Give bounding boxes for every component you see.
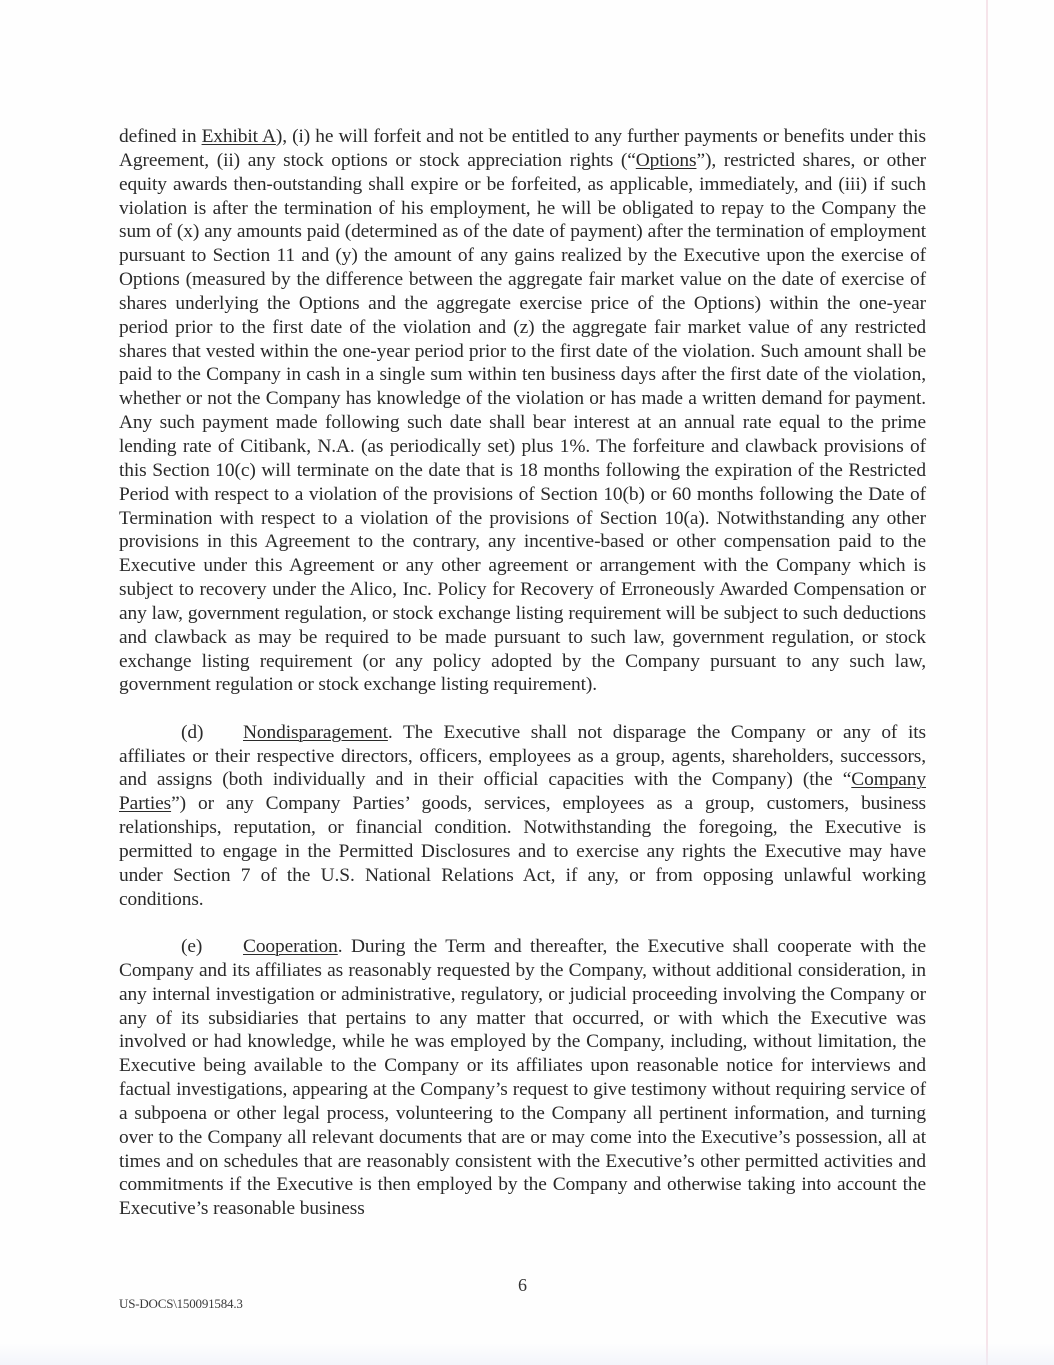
page-edge-line [986,0,988,1365]
section-label-e: (e) [181,936,203,957]
section-label-d: (d) [181,721,204,743]
page-number: 6 [518,1275,527,1295]
paragraph-spacer [119,697,926,721]
paragraph-spacer [119,912,926,936]
defined-term-exhibit-a: Exhibit A [201,126,276,147]
text-segment: . During the Term and thereafter, the Executive shall cooperate with the Company and its affiliates as reasonably requested by the Company, without additional consideration, in any internal investigation or administrative, regulatory, or judicial proceeding involving the Company or any of its subsidiaries that pertains to any matter that occurred, or with which the Executive was involved or had knowledge, while he was employed by the Company, including, without limitation, the Executive being available to the Company or its affiliates upon reasonable notice for interviews and factual investigations, appearing at the Company’s request to give testimony without requiring service of a subpoena or other legal process, volunteering to the Company all pertinent information, and turning over to the Company all relevant documents that are or may come into the Executive’s possession, all at times and on schedules that are reasonably consistent with the Executive’s other permitted activities and commitments if the Executive is then employed by the Company and otherwise taking into account the Executive’s reasonable business [119,936,926,1220]
paragraph-clawback-continued [119,125,926,697]
text-segment: defined in [119,126,202,147]
defined-term-options: Options [635,149,697,171]
paragraph-cooperation [119,935,926,1221]
paragraph-nondisparagement [119,721,926,912]
defined-term-company-parties: Company Parties [119,769,926,815]
document-id-footer: US-DOCS\150091584.3 [119,1296,243,1311]
section-heading-nondisparagement: Nondisparagement [243,721,388,743]
text-segment: . The Executive shall not disparage the Company or any of its affiliates or their respective directors, officers, employees as a group, agents, shareholders, successors, and assigns (both individually and in their official capacities with the Company) (the “ [119,721,926,791]
document-body [119,125,926,1221]
scan-bottom-tint [0,1343,1054,1365]
text-segment: ”) or any Company Parties’ goods, services, employees as a group, customers, business relationships, reputation, or financial condition. Notwithstanding the foregoing, the Executive is permitted to engage in the Permitted Disclosures and to exercise any rights the Executive may have under Section 7 of the U.S. National Relations Act, if any, or from opposing unlawful working conditions. [119,793,926,910]
section-heading-cooperation: Cooperation [243,936,338,957]
text-segment: ), (i) he will forfeit and not be entitled to any further payments or benefits under this Agreement, (ii) any stock options or stock appreciation rights (“ [119,126,926,171]
text-segment: ”), restricted shares, or other equity awards then-outstanding shall expire or be forfeited, as applicable, immediately, and (iii) if such violation is after the termination of his employment, he will be obligated to repay to the Company the sum of (x) any amounts paid (determined as of the date of payment) after the termination of employment pursuant to Section 11 and (y) the amount of any gains realized by the Executive upon the exercise of Options (measured by the difference between the aggregate fair market value on the date of exercise of shares underlying the Options and the aggregate exercise price of the Options) within the one-year period prior to the first date of the violation and (z) the aggregate fair market value of any restricted shares that vested within the one-year period prior to the first date of the violation. Such amount shall be paid to the Company in cash in a single sum within ten business days after the first date of the violation, whether or not the Company has knowledge of the violation or has made a written demand for payment. Any such payment made following such date shall bear interest at an annual rate equal to the prime lending rate of Citibank, N.A. (as periodically set) plus 1%. The forfeiture and clawback provisions of this Section 10(c) will terminate on the date that is 18 months following the expiration of the Restricted Period with respect to a violation of the provisions of Section 10(b) or 60 months following the Date of Termination with respect to a violation of the provisions of Section 10(a). Notwithstanding any other provisions in this Agreement to the contrary, any incentive-based or other compensation paid to the Executive under this Agreement or any other agreement or arrangement with the Company which is subject to recovery under the Alico, Inc. Policy for Recovery of Erroneously Awarded Compensation or any law, government regulation, or stock exchange listing requirement will be subject to such deductions and clawback as may be required to be made pursuant to such law, government regulation, or stock exchange listing requirement (or any policy adopted by the Company pursuant to any such law, government regulation or stock exchange listing requirement). [119,149,927,696]
